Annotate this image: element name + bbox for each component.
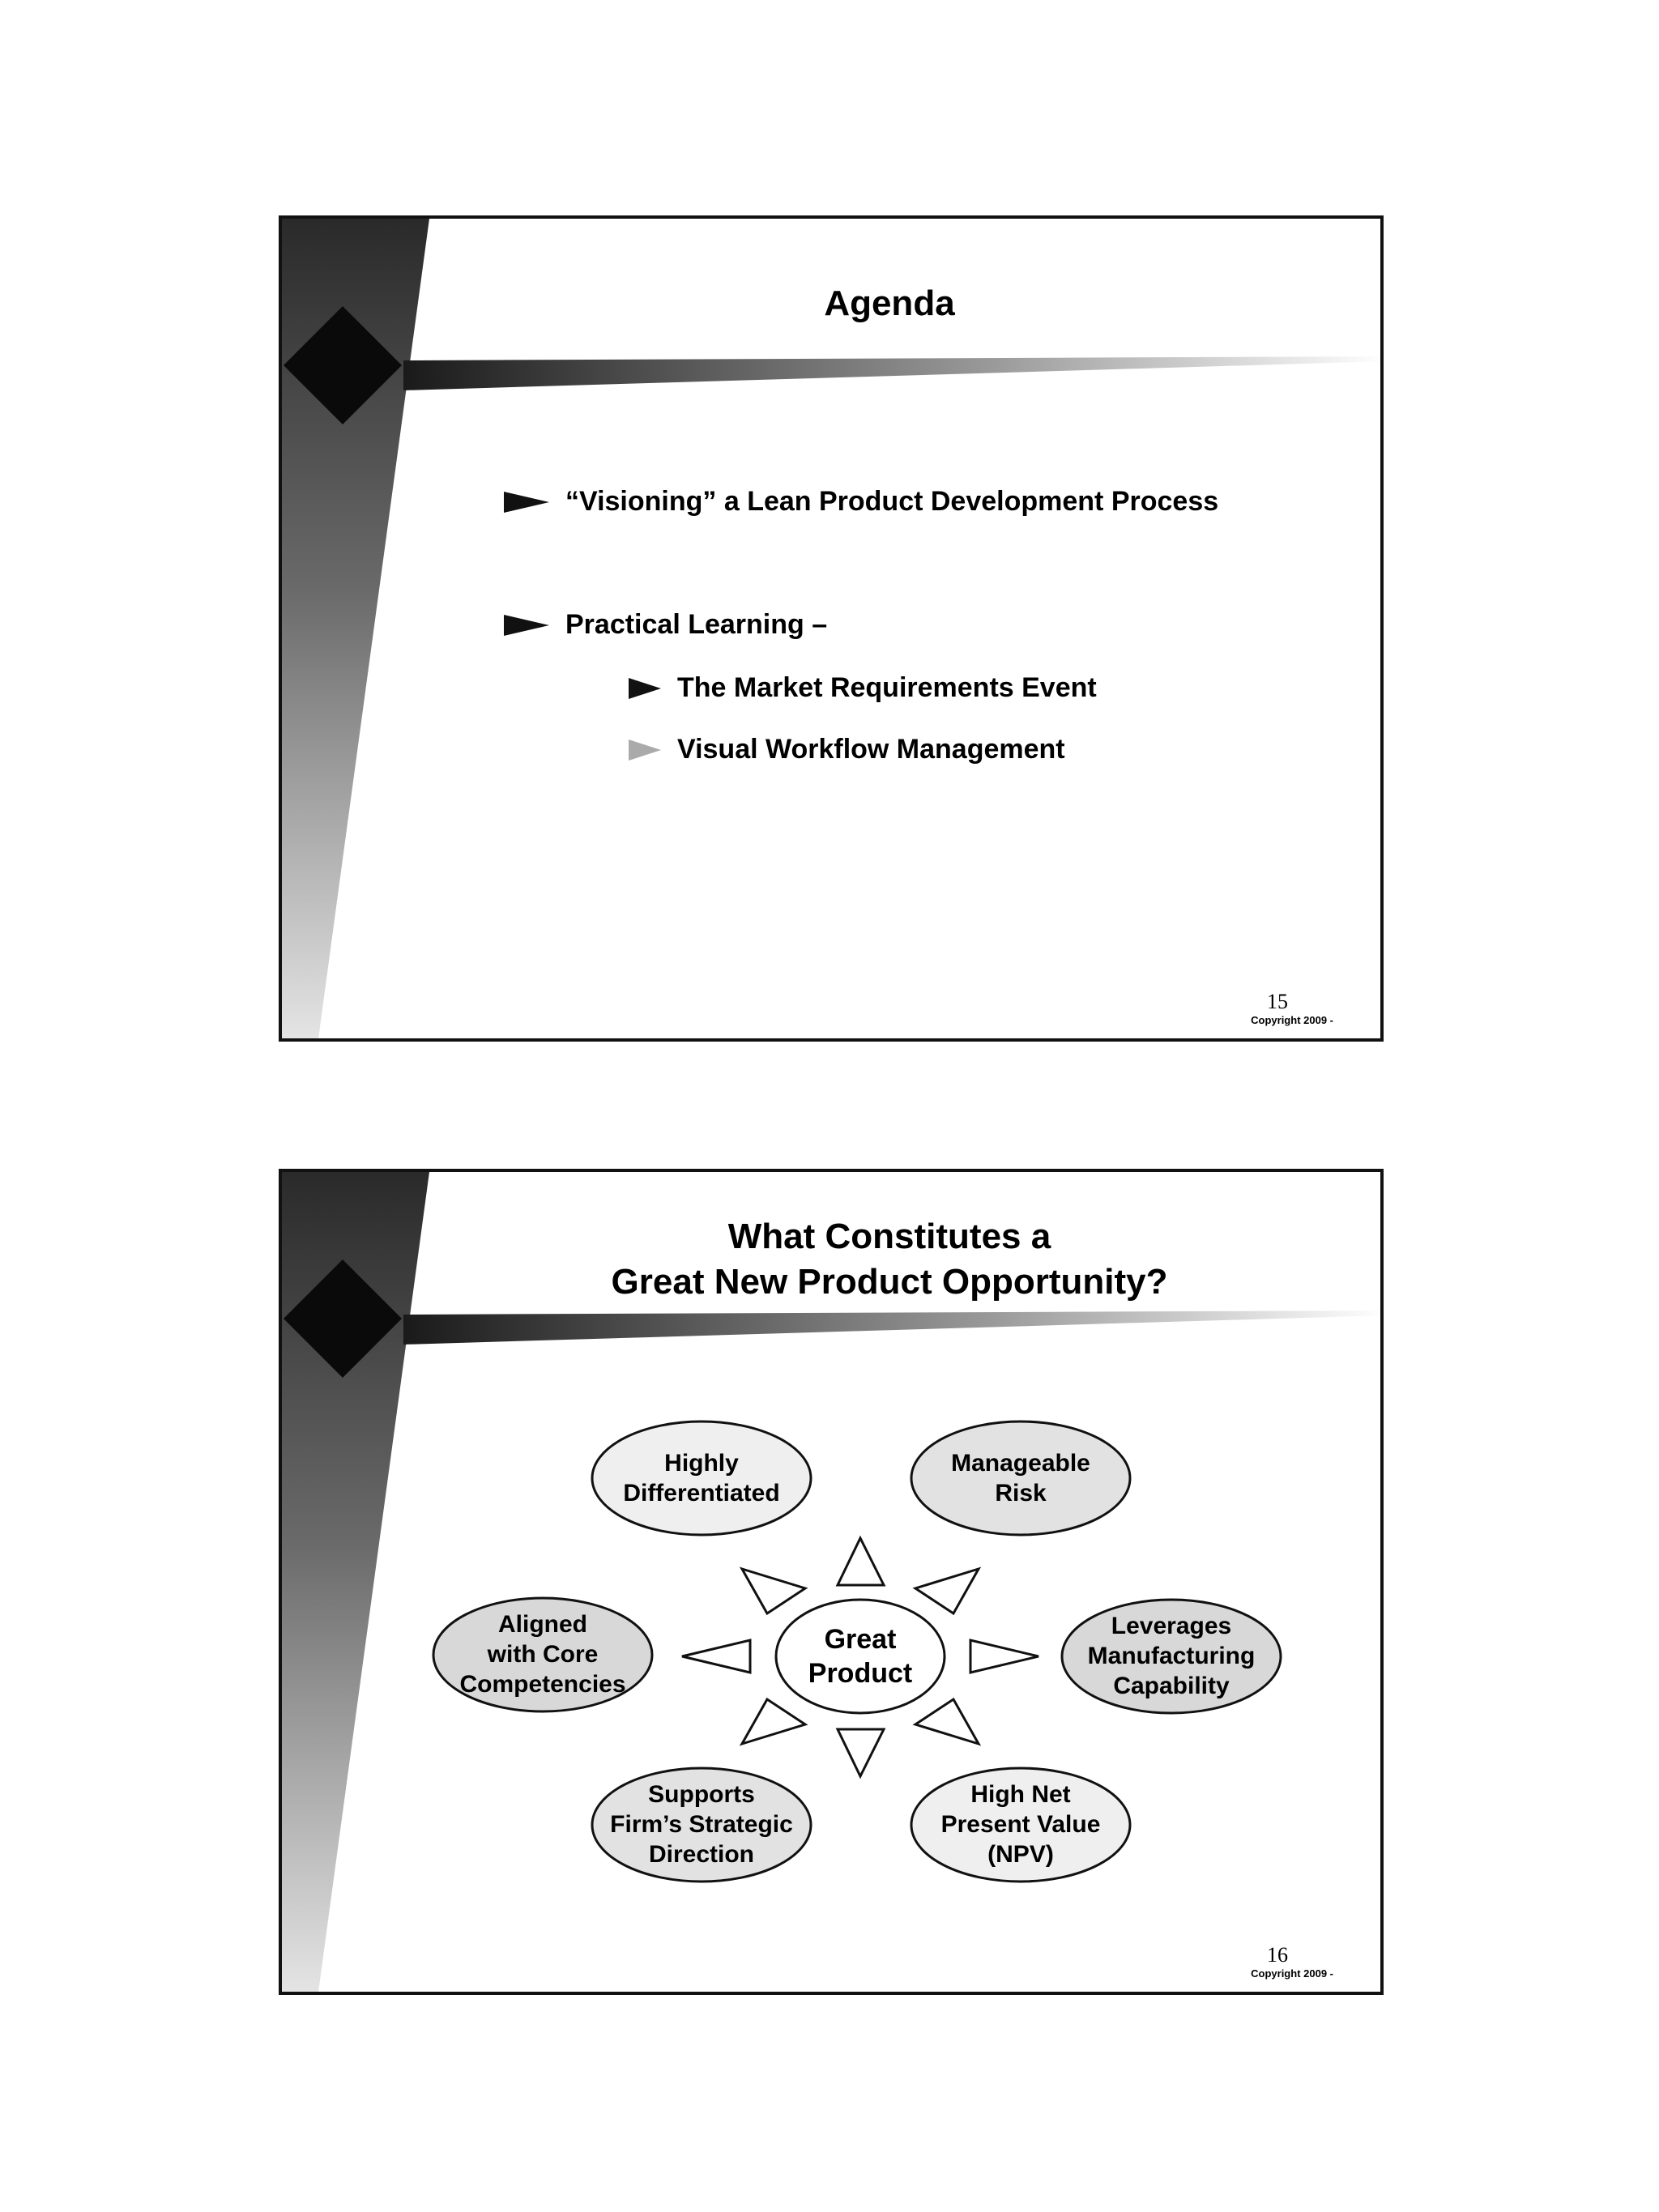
attribute-label-npv [915,1779,1126,1869]
bullet-text: Visual Workflow Management [677,734,1065,765]
page-number: 15 [1267,990,1288,1013]
sunburst-triangle-icon [915,1569,979,1613]
attribute-label-core-competencies [437,1609,648,1699]
attribute-label-highly-differentiated [596,1448,807,1508]
copyright: Copyright 2009 - [1251,1967,1333,1980]
attribute-label-manageable-risk [915,1448,1126,1508]
label-line: Manufacturing [1087,1643,1256,1669]
label-line: Manageable [951,1450,1090,1477]
sunburst-triangle-icon [970,1640,1038,1673]
label-line: Competencies [459,1671,626,1698]
triangle-bullet-icon [504,492,549,513]
sunburst-triangle-icon [915,1699,979,1744]
slide-agenda [279,215,1384,1042]
bullet-item [504,609,827,641]
sunburst-triangle-icon [682,1640,750,1673]
slide-title: Agenda [824,283,955,323]
center-label [779,1622,941,1690]
triangle-bullet-icon [504,615,549,636]
attribute-label-strategic-direction [596,1779,807,1869]
sunburst-triangle-icon [742,1699,805,1744]
label-line: Capability [1113,1673,1230,1699]
slide-great-product [279,1169,1384,1995]
title-underline-bar [403,356,1384,390]
great-product-diagram [282,1172,1384,1995]
bullet-item [504,486,1218,518]
label-line: with Core [487,1641,599,1668]
bullet-text: “Visioning” a Lean Product Development Process [565,486,1219,517]
slide-decoration [282,219,1384,1042]
attribute-label-manufacturing [1066,1611,1277,1701]
label-line: Highly [664,1450,739,1477]
title-line: Great New Product Opportunity? [611,1262,1168,1302]
label-line: Supports [648,1781,755,1808]
label-line: Leverages [1111,1613,1232,1639]
label-line: Present Value [940,1811,1101,1838]
label-line: Direction [648,1841,755,1868]
page-number: 16 [1267,1943,1288,1967]
sunburst-triangle-icon [838,1538,884,1585]
label-line: (NPV) [987,1841,1054,1868]
sub-bullet-item [629,672,1097,704]
triangle-bullet-icon [629,678,661,699]
label-line: Aligned [498,1611,587,1638]
label-line: Great [824,1624,897,1655]
triangle-bullet-icon [629,739,661,761]
bullet-text: Practical Learning – [565,609,828,640]
label-line: Differentiated [623,1480,780,1507]
sunburst-triangle-icon [838,1729,884,1776]
label-line: Risk [995,1480,1047,1507]
sub-bullet-item [629,734,1065,765]
bullet-text: The Market Requirements Event [677,672,1097,703]
sunburst-triangle-icon [742,1569,805,1613]
label-line: High Net [970,1781,1071,1808]
title-line: What Constitutes a [727,1217,1051,1256]
label-line: Product [808,1658,913,1689]
copyright: Copyright 2009 - [1251,1014,1333,1026]
label-line: Firm’s Strategic [610,1811,793,1838]
